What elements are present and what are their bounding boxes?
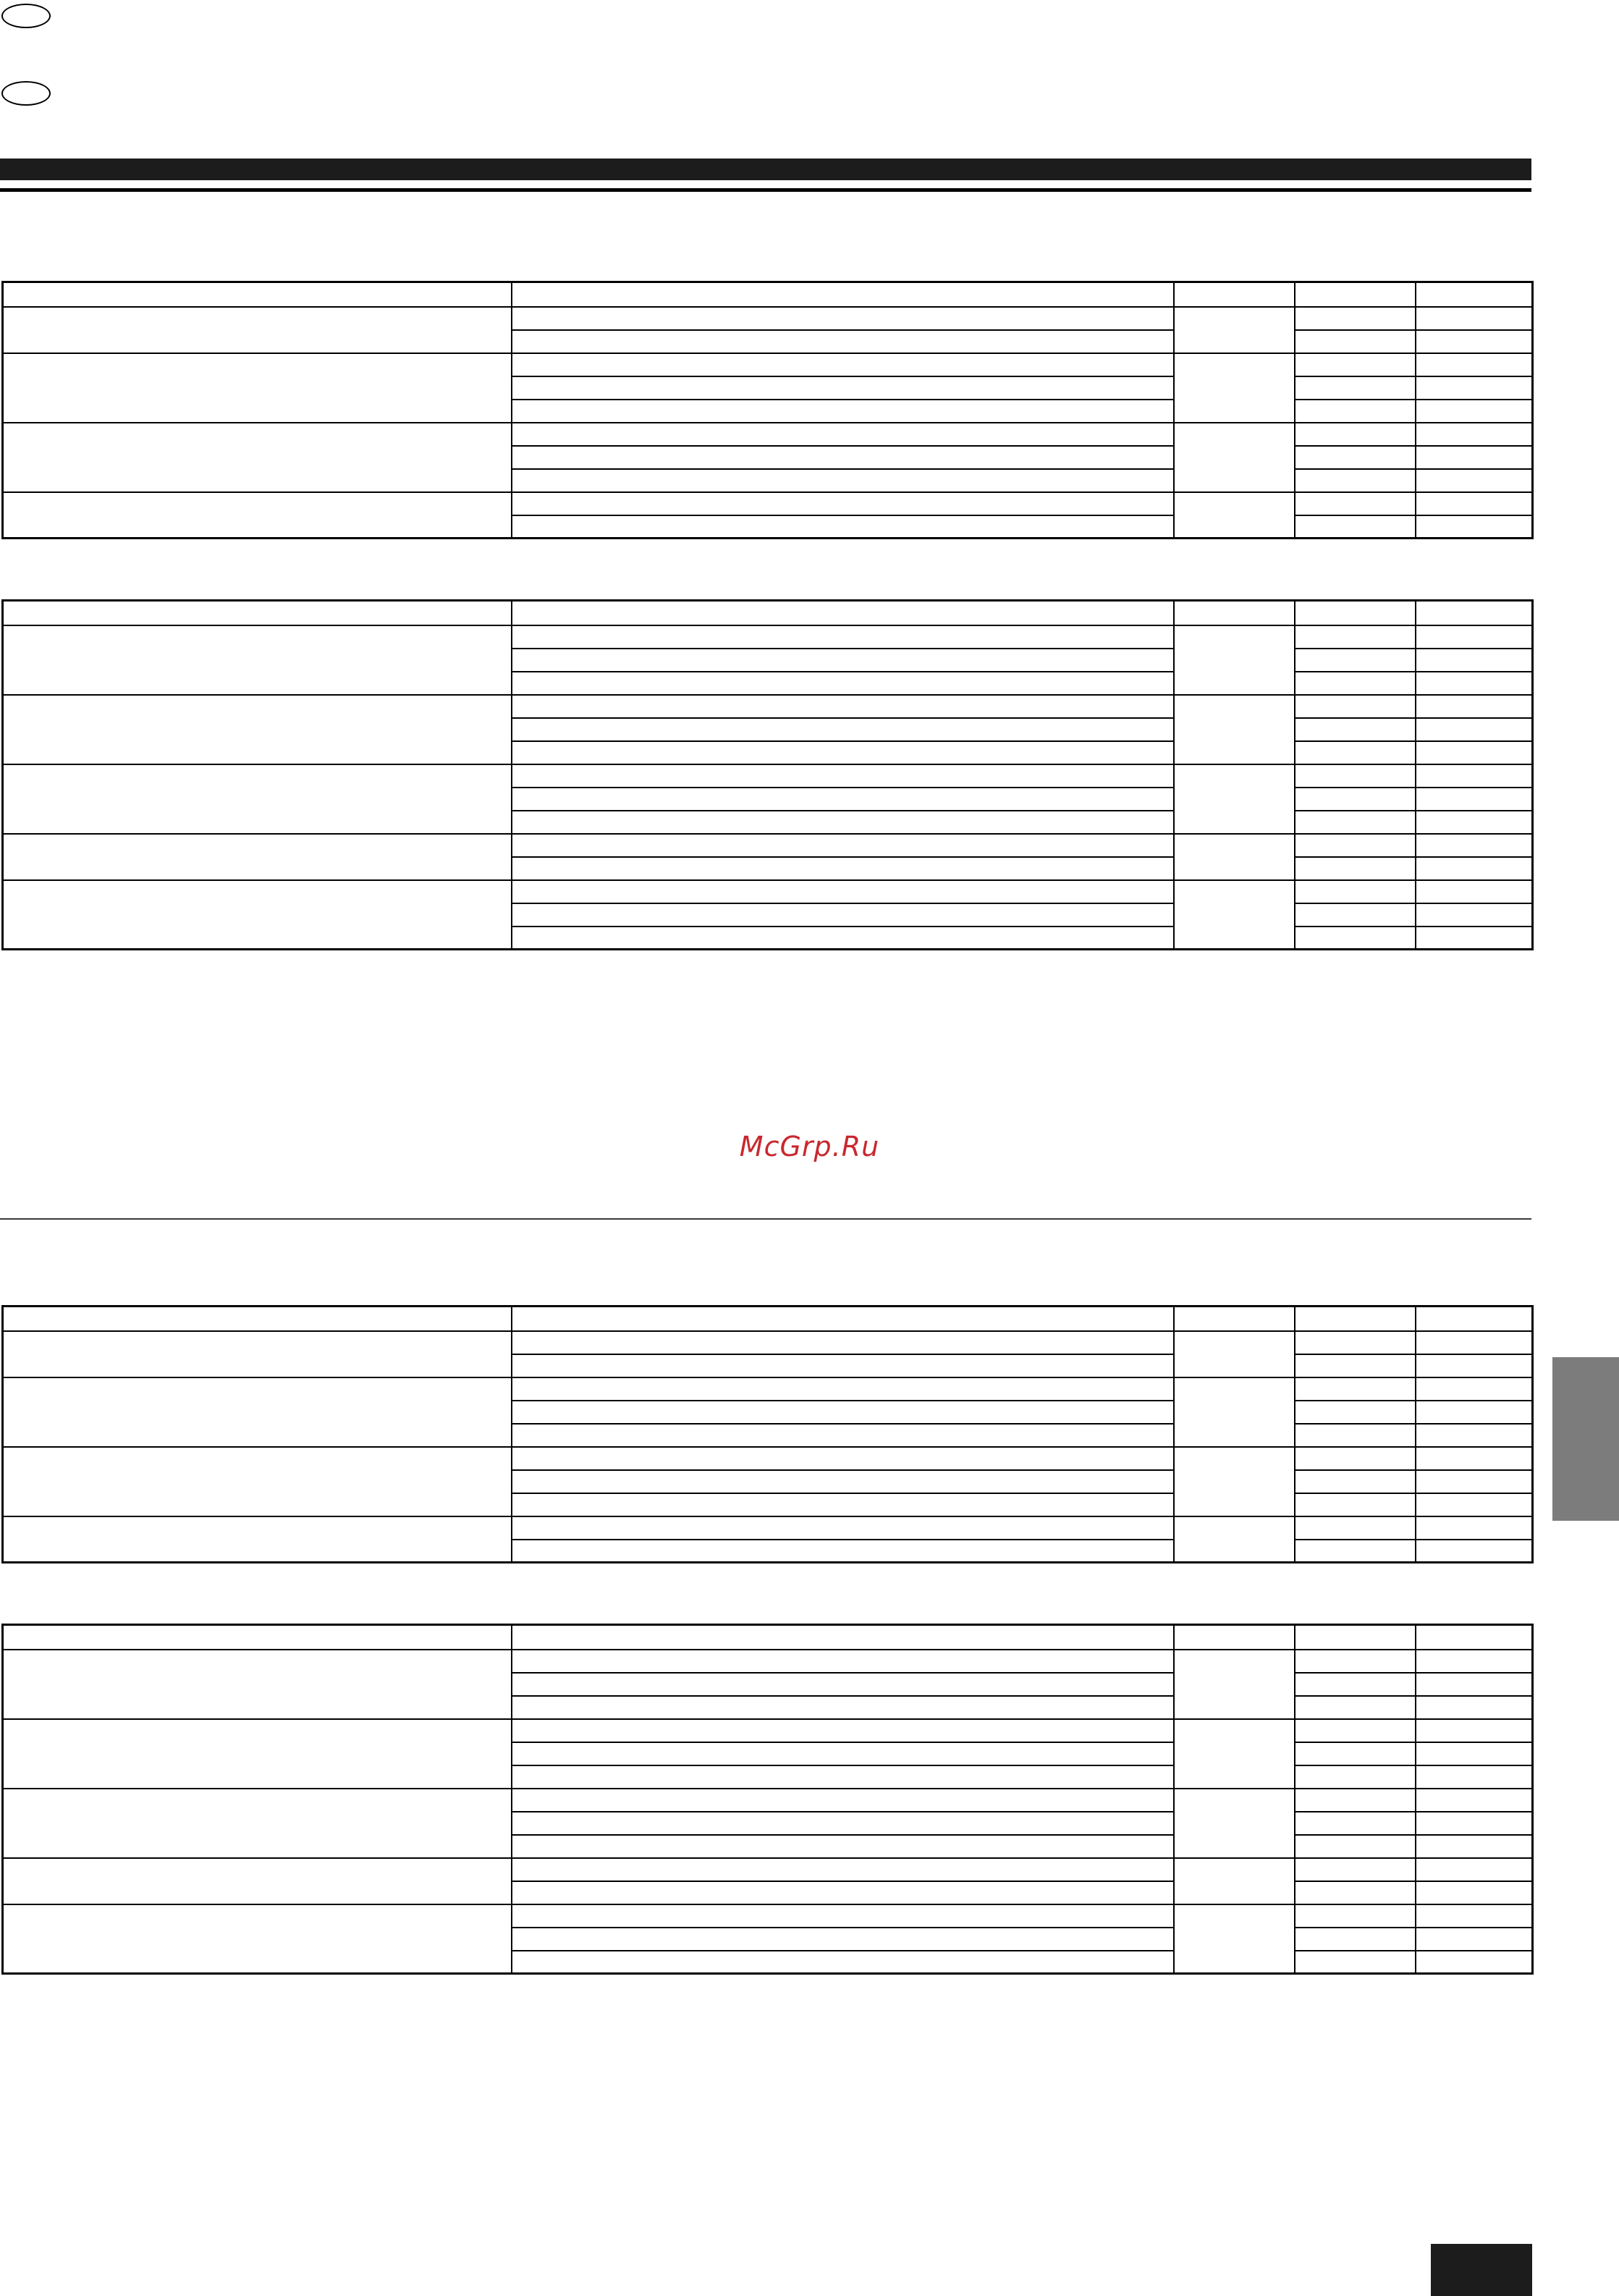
value-cell: [1295, 695, 1416, 718]
unit-cell: [1174, 1650, 1295, 1719]
value-cell: [1416, 1401, 1533, 1424]
item-cell: [3, 1789, 512, 1858]
header-cell: [512, 601, 1174, 625]
value-cell: [1295, 1835, 1416, 1858]
table-row: [3, 1789, 1533, 1812]
value-cell: [1416, 1673, 1533, 1696]
value-cell: [1295, 492, 1416, 515]
value-cell: [1416, 1904, 1533, 1928]
value-cell: [1295, 1470, 1416, 1493]
header-cell: [512, 1307, 1174, 1331]
condition-cell: [512, 649, 1174, 672]
condition-cell: [512, 1447, 1174, 1470]
value-cell: [1416, 1719, 1533, 1742]
unit-cell: [1174, 1719, 1295, 1789]
unit-cell: [1174, 492, 1295, 539]
value-cell: [1295, 423, 1416, 446]
item-cell: [3, 492, 512, 539]
value-cell: [1295, 649, 1416, 672]
table-row: [3, 1377, 1533, 1401]
item-cell: [3, 1858, 512, 1904]
condition-cell: [512, 353, 1174, 376]
item-cell: [3, 1904, 512, 1974]
condition-cell: [512, 1742, 1174, 1765]
header-cell: [1295, 601, 1416, 625]
condition-cell: [512, 672, 1174, 695]
condition-cell: [512, 1904, 1174, 1928]
value-cell: [1295, 741, 1416, 764]
item-cell: [3, 695, 512, 764]
value-cell: [1295, 446, 1416, 469]
condition-cell: [512, 1835, 1174, 1858]
value-cell: [1416, 1540, 1533, 1563]
header-cell: [1416, 282, 1533, 307]
header-rule: [0, 188, 1531, 192]
value-cell: [1416, 857, 1533, 880]
unit-cell: [1174, 423, 1295, 492]
table-row: [3, 1447, 1533, 1470]
condition-cell: [512, 788, 1174, 811]
condition-cell: [512, 1650, 1174, 1673]
value-cell: [1295, 1696, 1416, 1719]
value-cell: [1295, 1650, 1416, 1673]
unit-cell: [1174, 307, 1295, 353]
value-cell: [1295, 764, 1416, 788]
value-cell: [1295, 1881, 1416, 1904]
spec-table-3: [1, 1305, 1534, 1563]
value-cell: [1295, 1765, 1416, 1789]
value-cell: [1416, 446, 1533, 469]
spec-table-4: [1, 1624, 1534, 1975]
condition-cell: [512, 1516, 1174, 1540]
value-cell: [1295, 469, 1416, 492]
item-cell: [3, 1377, 512, 1447]
condition-cell: [512, 1812, 1174, 1835]
condition-cell: [512, 880, 1174, 903]
value-cell: [1416, 927, 1533, 950]
table-header-row: [3, 601, 1533, 625]
value-cell: [1295, 880, 1416, 903]
header-cell: [3, 1307, 512, 1331]
condition-cell: [512, 1354, 1174, 1377]
unit-cell: [1174, 353, 1295, 423]
value-cell: [1295, 515, 1416, 539]
table-row: [3, 834, 1533, 857]
condition-cell: [512, 1789, 1174, 1812]
value-cell: [1416, 1881, 1533, 1904]
table-header-row: [3, 1307, 1533, 1331]
value-cell: [1295, 1858, 1416, 1881]
table-row: [3, 1904, 1533, 1928]
header-cell: [1295, 282, 1416, 307]
item-cell: [3, 834, 512, 880]
table-row: [3, 307, 1533, 330]
page-number-box: [1431, 2244, 1532, 2296]
condition-cell: [512, 1493, 1174, 1516]
condition-cell: [512, 515, 1174, 539]
value-cell: [1416, 492, 1533, 515]
value-cell: [1416, 515, 1533, 539]
unit-cell: [1174, 1904, 1295, 1974]
value-cell: [1416, 1765, 1533, 1789]
value-cell: [1295, 834, 1416, 857]
value-cell: [1295, 1354, 1416, 1377]
condition-cell: [512, 625, 1174, 649]
condition-cell: [512, 1470, 1174, 1493]
condition-cell: [512, 469, 1174, 492]
value-cell: [1295, 1812, 1416, 1835]
unit-cell: [1174, 1447, 1295, 1516]
value-cell: [1416, 788, 1533, 811]
item-cell: [3, 625, 512, 695]
spec-table-1: [1, 281, 1534, 539]
table-row: [3, 1650, 1533, 1673]
unit-cell: [1174, 1516, 1295, 1563]
value-cell: [1295, 1377, 1416, 1401]
condition-cell: [512, 903, 1174, 927]
value-cell: [1295, 857, 1416, 880]
value-cell: [1295, 1928, 1416, 1951]
table-row: [3, 880, 1533, 903]
value-cell: [1416, 625, 1533, 649]
condition-cell: [512, 695, 1174, 718]
unit-cell: [1174, 695, 1295, 764]
condition-cell: [512, 927, 1174, 950]
value-cell: [1416, 1835, 1533, 1858]
condition-cell: [512, 834, 1174, 857]
unit-cell: [1174, 1377, 1295, 1447]
item-cell: [3, 353, 512, 423]
header-cell: [1416, 1307, 1533, 1331]
value-cell: [1295, 927, 1416, 950]
table-row: [3, 1331, 1533, 1354]
header-cell: [1295, 1307, 1416, 1331]
condition-cell: [512, 1719, 1174, 1742]
header-cell: [3, 601, 512, 625]
condition-cell: [512, 1377, 1174, 1401]
value-cell: [1295, 1904, 1416, 1928]
condition-cell: [512, 1540, 1174, 1563]
value-cell: [1416, 1331, 1533, 1354]
value-cell: [1416, 1696, 1533, 1719]
value-cell: [1416, 1812, 1533, 1835]
header-cell: [1174, 1307, 1295, 1331]
value-cell: [1295, 811, 1416, 834]
condition-cell: [512, 718, 1174, 741]
condition-cell: [512, 1696, 1174, 1719]
value-cell: [1416, 1493, 1533, 1516]
condition-cell: [512, 1424, 1174, 1447]
unit-cell: [1174, 1789, 1295, 1858]
condition-cell: [512, 1858, 1174, 1881]
item-cell: [3, 307, 512, 353]
value-cell: [1416, 330, 1533, 353]
table-row: [3, 1858, 1533, 1881]
value-cell: [1295, 1742, 1416, 1765]
item-cell: [3, 1331, 512, 1377]
value-cell: [1416, 649, 1533, 672]
value-cell: [1295, 625, 1416, 649]
value-cell: [1416, 376, 1533, 400]
value-cell: [1416, 1742, 1533, 1765]
value-cell: [1295, 400, 1416, 423]
item-cell: [3, 423, 512, 492]
condition-cell: [512, 1881, 1174, 1904]
condition-cell: [512, 1401, 1174, 1424]
value-cell: [1416, 903, 1533, 927]
item-cell: [3, 880, 512, 950]
unit-cell: [1174, 880, 1295, 950]
header-cell: [1174, 601, 1295, 625]
table-row: [3, 353, 1533, 376]
value-cell: [1416, 811, 1533, 834]
table-row: [3, 695, 1533, 718]
table-header-row: [3, 1625, 1533, 1650]
condition-cell: [512, 811, 1174, 834]
value-cell: [1295, 330, 1416, 353]
condition-cell: [512, 1765, 1174, 1789]
language-oval-1: [1, 4, 51, 28]
value-cell: [1295, 1424, 1416, 1447]
value-cell: [1416, 1354, 1533, 1377]
header-bar: [0, 159, 1531, 180]
unit-cell: [1174, 1331, 1295, 1377]
header-cell: [1416, 1625, 1533, 1650]
value-cell: [1295, 903, 1416, 927]
header-cell: [1416, 601, 1533, 625]
section-divider: [0, 1218, 1531, 1220]
table-row: [3, 492, 1533, 515]
value-cell: [1416, 1650, 1533, 1673]
value-cell: [1295, 1719, 1416, 1742]
value-cell: [1295, 1673, 1416, 1696]
value-cell: [1295, 788, 1416, 811]
condition-cell: [512, 376, 1174, 400]
condition-cell: [512, 400, 1174, 423]
section-side-tab: [1552, 1357, 1619, 1521]
value-cell: [1295, 718, 1416, 741]
condition-cell: [512, 741, 1174, 764]
value-cell: [1416, 1424, 1533, 1447]
value-cell: [1416, 1789, 1533, 1812]
value-cell: [1416, 672, 1533, 695]
table-row: [3, 1516, 1533, 1540]
condition-cell: [512, 492, 1174, 515]
value-cell: [1416, 741, 1533, 764]
value-cell: [1295, 1516, 1416, 1540]
condition-cell: [512, 1951, 1174, 1974]
value-cell: [1416, 1447, 1533, 1470]
item-cell: [3, 1516, 512, 1563]
table-row: [3, 764, 1533, 788]
table-header-row: [3, 282, 1533, 307]
value-cell: [1416, 469, 1533, 492]
condition-cell: [512, 330, 1174, 353]
value-cell: [1295, 1789, 1416, 1812]
value-cell: [1416, 1516, 1533, 1540]
value-cell: [1416, 1951, 1533, 1974]
header-cell: [3, 1625, 512, 1650]
unit-cell: [1174, 1858, 1295, 1904]
condition-cell: [512, 1673, 1174, 1696]
value-cell: [1416, 834, 1533, 857]
header-cell: [1174, 282, 1295, 307]
value-cell: [1295, 1493, 1416, 1516]
item-cell: [3, 1650, 512, 1719]
value-cell: [1416, 695, 1533, 718]
value-cell: [1416, 880, 1533, 903]
table-row: [3, 1719, 1533, 1742]
value-cell: [1416, 423, 1533, 446]
value-cell: [1295, 307, 1416, 330]
value-cell: [1295, 1331, 1416, 1354]
value-cell: [1416, 353, 1533, 376]
value-cell: [1416, 718, 1533, 741]
unit-cell: [1174, 764, 1295, 834]
value-cell: [1416, 307, 1533, 330]
condition-cell: [512, 423, 1174, 446]
value-cell: [1416, 1377, 1533, 1401]
condition-cell: [512, 1928, 1174, 1951]
header-cell: [1174, 1625, 1295, 1650]
unit-cell: [1174, 625, 1295, 695]
condition-cell: [512, 446, 1174, 469]
value-cell: [1295, 1951, 1416, 1974]
value-cell: [1295, 376, 1416, 400]
header-cell: [512, 1625, 1174, 1650]
value-cell: [1416, 1858, 1533, 1881]
value-cell: [1295, 1447, 1416, 1470]
condition-cell: [512, 307, 1174, 330]
value-cell: [1295, 353, 1416, 376]
header-cell: [3, 282, 512, 307]
value-cell: [1295, 1540, 1416, 1563]
language-oval-2: [1, 81, 51, 106]
condition-cell: [512, 857, 1174, 880]
condition-cell: [512, 1331, 1174, 1354]
watermark: McGrp.Ru: [739, 1131, 880, 1162]
value-cell: [1416, 764, 1533, 788]
value-cell: [1416, 400, 1533, 423]
header-cell: [1295, 1625, 1416, 1650]
value-cell: [1416, 1928, 1533, 1951]
item-cell: [3, 1719, 512, 1789]
table-row: [3, 625, 1533, 649]
condition-cell: [512, 764, 1174, 788]
unit-cell: [1174, 834, 1295, 880]
table-row: [3, 423, 1533, 446]
item-cell: [3, 1447, 512, 1516]
value-cell: [1295, 1401, 1416, 1424]
value-cell: [1295, 672, 1416, 695]
spec-table-2: [1, 599, 1534, 950]
header-cell: [512, 282, 1174, 307]
item-cell: [3, 764, 512, 834]
value-cell: [1416, 1470, 1533, 1493]
